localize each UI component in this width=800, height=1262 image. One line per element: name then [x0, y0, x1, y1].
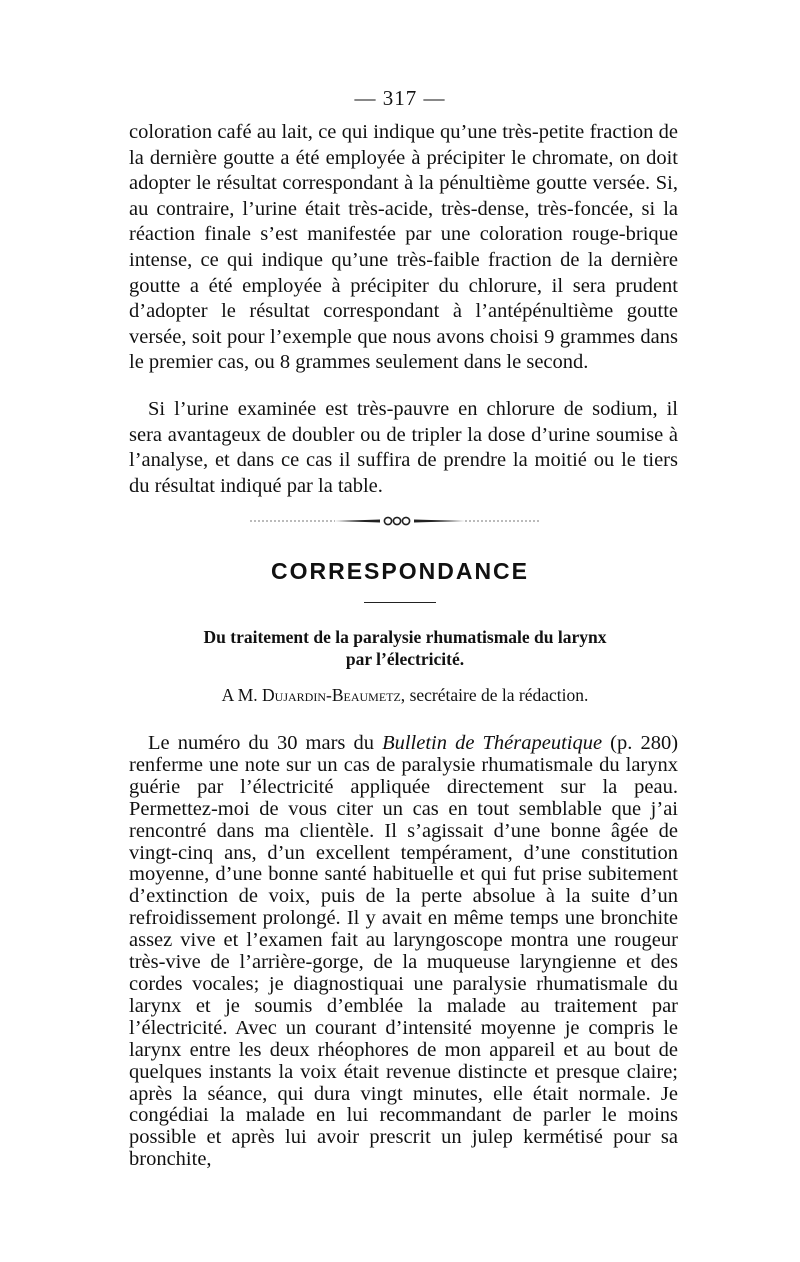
addressee-suffix: secrétaire de la rédaction. — [409, 685, 589, 705]
article-title-line-2: par l’électricité. — [345, 649, 465, 669]
addressee-prefix: A M. — [221, 685, 258, 705]
section-heading: CORRESPONDANCE — [270, 558, 530, 584]
page-number: — 317 — — [354, 86, 446, 110]
letter-body-start: Le numéro du 30 mars du — [148, 732, 374, 754]
journal-title: Bulletin de Thérapeutique — [382, 732, 603, 754]
letter-body-text — [129, 733, 678, 1171]
addressee-line — [129, 685, 681, 706]
heading-rule — [364, 602, 436, 603]
addressee-name: Dujardin-Beaumetz, — [262, 685, 406, 705]
letter-body-paragraph — [129, 733, 678, 1171]
article-title-line-1: Du traitement de la paralysie rhumatismale du larynx — [203, 627, 607, 647]
section-divider-ornament — [240, 514, 560, 528]
paragraph-low-chloride-text: Si l’urine examinée est très-pauvre en chlorure de sodium, il sera avantageux de doubler ou de tripler la dose d’urine soumise à l’analyse, et dans ce cas il suffira de prendre la moitié ou le tiers du résultat indiqué par la table. — [129, 398, 678, 497]
letter-body-rest: (p. 280) renferme une note sur un cas de paralysie rhumatismale du larynx guérie par l’électricité appliquée directement sur la peau. Permettez-moi de vous citer un cas en tout semblable que j’ai rencontré dans ma clientèle. Il s’agissait d’une bonne âgée de vingt-cinq ans, d’un excellent tempérament, d’une constitution moyenne, d’une bonne santé habituelle et qui fut prise subitement d’extinction de voix, puis de la perte absolue à la suite d’un refroidissement prolongé. Il y avait en même temps une bronchite assez vive et l’examen fait au laryngoscope montra une rougeur très-vive de l’arrière-gorge, de la muqueuse laryngienne et des cordes vocales; je diagnostiquai une paralysie rhumatismale du larynx et je soumis d’emblée la malade au traitement par l’électricité. Avec un courant d’intensité moyenne je compris le larynx entre les deux rhéophores de mon appareil et au bout de quelques instants la voix était revenue distincte et presque claire; après la séance, qui dura vingt minutes, elle était normale. Je congédiai la malade en lui recommandant de parler le moins possible et après lui avoir prescrit un julep kermétisé pour sa bronchite, — [129, 732, 679, 1171]
paragraph-low-chloride — [129, 397, 678, 499]
paragraph-chlorure-method: coloration café au lait, ce qui indique qu’une très-petite fraction de la dernière goutte a été employée à précipiter le chromate, on doit adopter le résultat correspondant à la pénultième goutte versée. Si, au contraire, l’urine était très-acide, très-dense, très-foncée, si la réaction finale s’est manifestée par une coloration rouge-brique intense, ce qui indique qu’une très-faible fraction de la dernière goutte a été employée à précipiter du chlorure, il sera prudent d’adopter le résultat correspondant à l’antépénultième goutte versée, soit pour l’exemple que nous avons choisi 9 grammes dans le premier cas, ou 8 grammes seulement dans le second. — [129, 121, 678, 374]
